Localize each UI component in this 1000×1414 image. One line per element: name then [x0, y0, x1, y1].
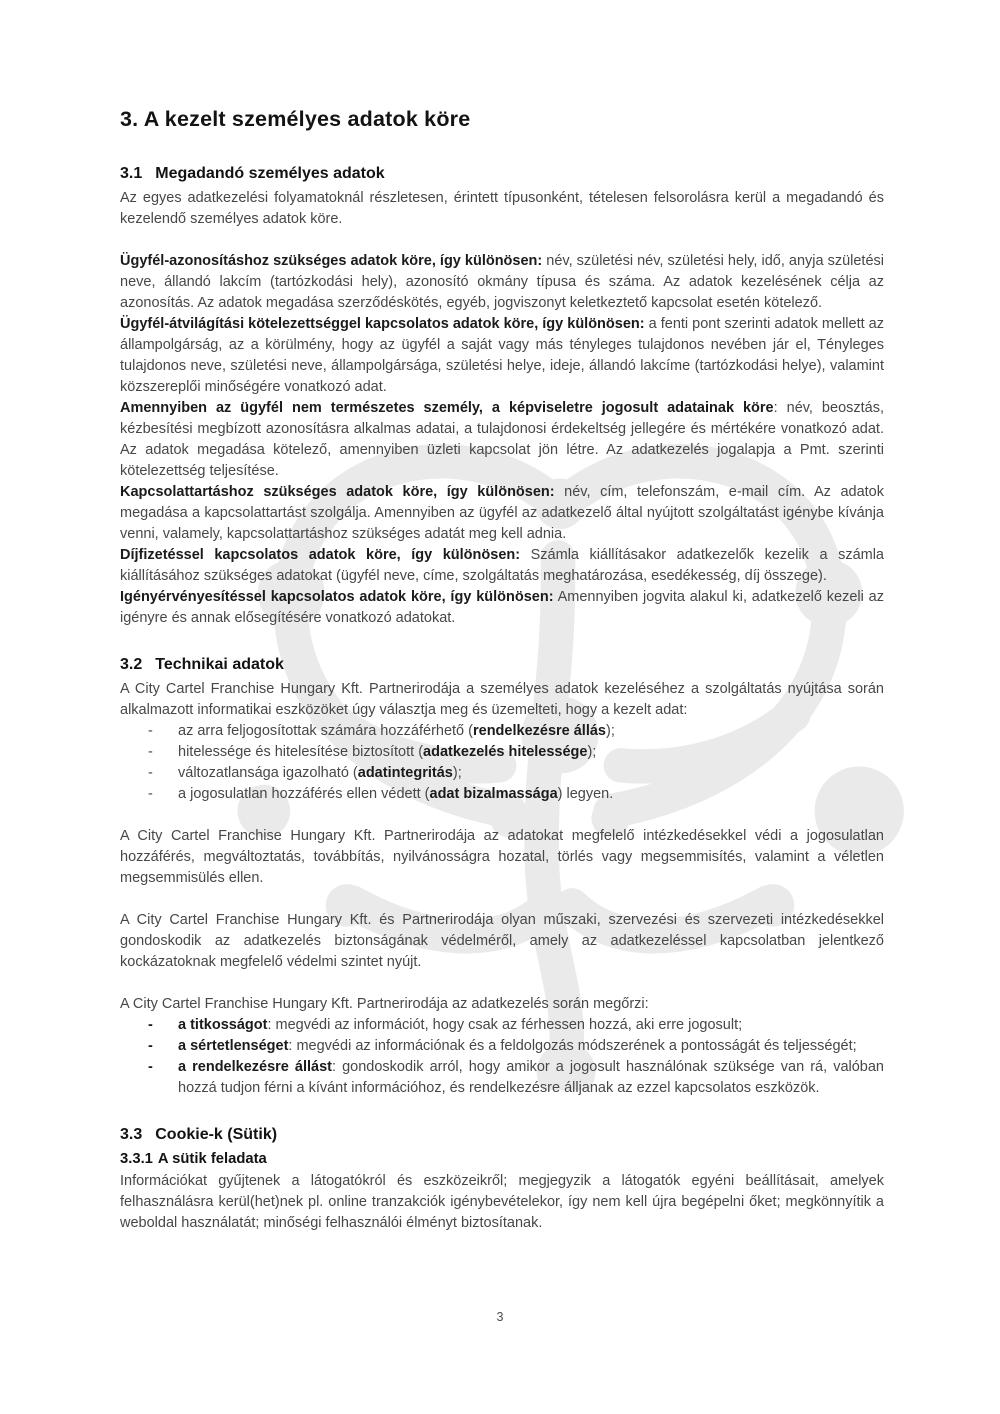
bullet-pre: a jogosulatlan hozzáférés ellen védett ( — [178, 786, 430, 802]
paragraph-data-item — [120, 482, 884, 545]
bullet-pre: az arra feljogosítottak számára hozzáférhető ( — [178, 723, 473, 739]
section-heading-3-3-1 — [120, 1149, 884, 1169]
bullet-strong: rendelkezésre állás — [472, 723, 606, 739]
paragraph-security-1: A City Cartel Franchise Hungary Kft. Partnerirodája az adatokat megfelelő intézkedésekkel védi a jogosulatlan hozzáférés, megváltoztatás, továbbítás, nyilvánosságra hozatal, törlés vagy megsemmisítés, valamint a véletlen megsemmisülés ellen. — [120, 828, 884, 886]
bullet-strong: a titkosságot — [178, 1017, 268, 1033]
bullet-text — [178, 721, 884, 742]
section-number: 3.3.1 — [120, 1151, 153, 1167]
bullet-post: ); — [606, 723, 615, 739]
bullet-text — [178, 1036, 884, 1057]
section-number: 3.1 — [120, 165, 143, 182]
run-in-rest: Számla kiállításakor adatkezelők kezelik a számla kiállításához szükséges adatokat (ügyfél neve, címe, szolgáltatás meghatározása, esedékesség, díj összege). — [120, 547, 885, 584]
bullet-item — [120, 763, 884, 784]
section-number: 3.3 — [120, 1126, 143, 1143]
bullet-strong: a sértetlenséget — [178, 1038, 289, 1054]
run-in-rest: : név, beosztás, kézbesítési megbízott azonosításra alkalmas adatai, a tulajdonosi érdekeltség jellegére és mértékére vonatkozó adat. Az adatok megadása kötelező, amennyiben üzleti kapcsolat jön létre. Az adatkezelés jogalapja a Pmt. szerinti kötelezettség teljesítése. — [120, 400, 885, 479]
paragraph-data-item — [120, 545, 884, 587]
paragraph-data-item — [120, 314, 884, 398]
bullet-marker: - — [148, 723, 153, 739]
spacer — [120, 629, 884, 653]
bullet-item — [120, 721, 884, 742]
section-title: Megadandó személyes adatok — [155, 165, 385, 182]
bullet-text — [178, 1015, 884, 1036]
bullet-pre: hitelessége és hitelesítése biztosított ( — [178, 744, 424, 760]
bullet-item — [120, 1036, 884, 1057]
run-in-lead: Díjfizetéssel kapcsolatos adatok köre, így különösen: — [120, 547, 521, 563]
run-in-lead: Ügyfél-azonosításhoz szükséges adatok köre, így különösen: — [120, 253, 543, 269]
bullet-text — [178, 763, 884, 784]
spacer — [120, 1099, 884, 1123]
bullet-strong: adatkezelés hitelessége — [423, 744, 588, 760]
bullet-marker: - — [148, 1038, 153, 1054]
bullet-item — [120, 1015, 884, 1036]
bullet-marker: - — [148, 744, 153, 760]
run-in-lead: Igényérvényesítéssel kapcsolatos adatok köre, így különösen: — [120, 589, 554, 605]
spacer — [120, 230, 884, 251]
bullet-marker: - — [148, 786, 153, 802]
page-number: 3 — [496, 1310, 504, 1324]
bullet-post: : megvédi az információnak és a feldolgozás módszerének a pontosságát és teljességét; — [288, 1038, 857, 1054]
run-in-lead: Kapcsolattartáshoz szükséges adatok köre, így különösen: — [120, 484, 555, 500]
run-in-rest: név, születési név, születési hely, idő, anyja születési neve, állandó lakcím (tartózkodási hely), azonosító okmány típusa és száma. Az adatok kezelésének célja az azonosítás. Az adatok megadása szerződéskötés, egyéb, jogviszonyt keletkeztető kapcsolat esetén kötelező. — [120, 253, 884, 311]
run-in-lead: Ügyfél-átvilágítási kötelezettséggel kapcsolatos adatok köre, így különösen: — [120, 316, 645, 332]
paragraph-cookies: Információkat gyűjtenek a látogatókról és eszközeikről; megjegyzik a látogatók egyéni beállításait, amelyek felhasználásra kerül(het)nek pl. online tranzakciók igénybevételekor, így nem kell újra begépelni őket; megkönnyítik a weboldal használatát; minőségi felhasználói élményt biztosítanak. — [120, 1173, 884, 1231]
bullet-post: : gondoskodik arról, hogy amikor a jogosult használónak szüksége van rá, valóban hozzá tudjon férni a kívánt információhoz, és rendelkezésre álljanak az ezzel kapcsolatos eszközök. — [178, 1059, 885, 1096]
section-title: Technikai adatok — [155, 656, 284, 673]
bullet-post: ) legyen. — [557, 786, 614, 802]
run-in-lead: Amennyiben az ügyfél nem természetes személy, a képviseletre jogosult adatainak köre — [120, 400, 774, 416]
section-title: Cookie-k (Sütik) — [155, 1126, 278, 1143]
bullet-marker: - — [148, 1017, 153, 1033]
bullet-marker: - — [148, 765, 153, 781]
bullet-item — [120, 742, 884, 763]
paragraph-3-1-intro: Az egyes adatkezelési folyamatoknál részletesen, érintett típusonként, tételesen felsorolásra kerül a megadandó és kezelendő személyes adatok köre. — [120, 190, 884, 227]
bullet-item — [120, 784, 884, 805]
run-in-rest: név, cím, telefonszám, e-mail cím. Az adatok megadása a kapcsolattartást szolgálja. Amennyiben az ügyfél az adatkezelő által nyújtott szolgáltatást igénybe kívánja venni, valamely, kapcsolattartáshoz szükséges adatát meg kell adnia. — [120, 484, 884, 542]
bullet-text — [178, 784, 884, 805]
bullet-strong: adat bizalmassága — [429, 786, 558, 802]
section-heading-3-2 — [120, 653, 884, 676]
section-heading-3-1 — [120, 162, 884, 185]
section-heading-3-3 — [120, 1123, 884, 1146]
bullet-post: ); — [587, 744, 597, 760]
bullet-marker: - — [148, 1059, 153, 1075]
paragraph-data-item — [120, 251, 884, 314]
section-title: A sütik feladata — [157, 1151, 267, 1167]
paragraph-data-item — [120, 587, 884, 629]
spacer — [120, 889, 884, 910]
paragraph-3-2-intro: A City Cartel Franchise Hungary Kft. Partnerirodája a személyes adatok kezeléséhez a szolgáltatás nyújtása során alkalmazott informatikai eszközöket úgy választja meg és üzemelteti, hogy a kezelt adat: — [120, 681, 884, 718]
paragraph-security-2: A City Cartel Franchise Hungary Kft. és Partnerirodája olyan műszaki, szervezési és szervezeti intézkedésekkel gondoskodik az adatkezelés biztonságának védelméről, amely az adatkezeléssel kapcsolatban jelentkező kockázatoknak megfelelő védelmi szintet nyújt. — [120, 912, 884, 970]
bullet-pre: változatlansága igazolható ( — [178, 765, 358, 781]
spacer — [120, 805, 884, 826]
bullet-strong: adatintegritás — [357, 765, 453, 781]
page-title: 3. A kezelt személyes adatok köre — [120, 107, 471, 131]
bullet-post: : megvédi az információt, hogy csak az férhessen hozzá, aki erre jogosult; — [267, 1017, 743, 1033]
bullet-post: ); — [452, 765, 462, 781]
bullet-text — [178, 1057, 884, 1099]
bullet-strong: a rendelkezésre állást — [178, 1059, 333, 1075]
spacer — [120, 973, 884, 994]
paragraph-data-item — [120, 398, 884, 482]
bullet-item — [120, 1057, 884, 1099]
page-content — [120, 106, 884, 1234]
run-in-rest: a fenti pont szerinti adatok mellett az állampolgárság, az a körülmény, hogy az ügyfél a saját vagy más tényleges tulajdonos nevében jár el, Tényleges tulajdonos neve, születési neve, állampolgársága, születési helye, ideje, állandó lakcíme (tartózkodási helye), valamint közszereplői minőségére vonatkozó adat. — [120, 316, 884, 395]
run-in-rest: Amennyiben jogvita alakul ki, adatkezelő kezeli az igényre és annak elősegítésére vonatkozó adatokat. — [120, 589, 884, 626]
paragraph-preserves-intro: A City Cartel Franchise Hungary Kft. Partnerirodája az adatkezelés során megőrzi: — [120, 996, 649, 1012]
bullet-text — [178, 742, 884, 763]
section-number: 3.2 — [120, 656, 143, 673]
